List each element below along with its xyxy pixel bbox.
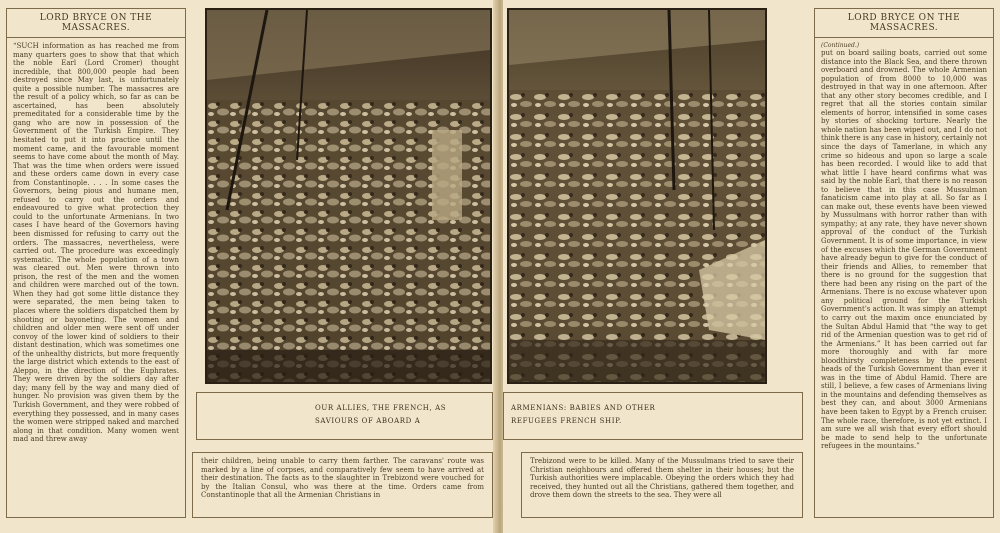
left-page [0,0,497,533]
left-text-column [6,8,186,518]
photo-ship-deck-left [205,8,492,384]
right-photo-caption: ARMENIANS: BABIES AND OTHER REFUGEES FRENCH SHIP. [511,404,656,425]
left-column-body: “SUCH information as has reached me from many quarters goes to show that that which the noble Earl (Lord Cromer) thought incredible, that 800,000 people had been destroyed since May last, is unfortunately quite a possible number. The massacres are the result of a policy which, so far as can be ascertained, has been absolutely premeditated for a considerable time by the gang who are now in possession of the Government of the Turkish Empire. They hesitated to put it into practice until the moment came, and the favourable moment seems to have come about the month of May. That was the time when orders were issued and these orders came down in every case from Constantinople. . . . In some cases the Governors, being pious and humane men, refused to carry out the orders and endeavoured to give what protection they could to the unfortunate Armenians. In two cases I have heard of the Governors having been dismissed for refusing to carry out the orders. The massacres, nevertheless, were carried out. The procedure was exceedingly systematic. The whole population of a town was cleared out. Men were thrown into prison, the rest of the men and the women and children were marched out of the town. When they had got some little distance they were separated, the men being taken to places where the soldiers dispatched them by shooting or bayoneting. The women and children and older men were sent off under convoy of the lower kind of soldiers to their distant destination, which was sometimes one of the unhealthy districts, but more frequently the large district which extends to the east of Aleppo, in the direction of the Euphrates. They were driven by the soldiers day after day; many fell by the way and many died of hunger. No provision was given them by the Turkish Government, and they were robbed of everything they possessed, and in many cases the women were stripped naked and marched along in that condition. Many women went mad and threw away [13,42,179,444]
right-column-body: put on board sailing boats, carried out some distance into the Black Sea, and there thrown overboard and drowned. The whole Armenian population of from 8000 to 10,000 was destroyed in that way in one afternoon. After that any other story becomes credible, and I regret that all the stories contain similar elements of horror, intensified in some cases by stories of shocking torture. Nearly the whole nation has been wiped out, and I do not think there is any case in history, certainly not since the days of Tamerlane, in which any crime so hideous and upon so large a scale has been recorded. I would like to add that what little I have heard confirms what was said by the noble Earl, that there is no reason to believe that in this case Mussulman fanaticism came into play at all. So far as I can make out, these events have been viewed by Mussulmans with horror rather than with sympathy; at any rate, they have never shown approval of the conduct of the Turkish Government. It is of some importance, in view of the excuses which the German Government have already begun to give for the conduct of their friends and Allies, to remember that there is no ground for the suggestion that there had been any rising on the part of the Armenians. There is no excuse whatever upon any political ground for the Turkish Government's action. It was simply an attempt to carry out the maxim once enunciated by the Sultan Abdul Hamid that “the way to get rid of the Armenian question was to get rid of the Armenians.” It has been carried out far more thoroughly and with far more bloodthirsty completeness by the present heads of the Turkish Government than ever it was in the time of Abdul Hamid. There are still, I believe, a few cases of Armenians living in the mountains and defending themselves as best they can, and about 3000 Armenians have been taken to Egypt by a French cruiser. The whole race, therefore, is not yet extinct. I am sure we all wish that every effort should be made to send help to the unfortunate refugees in the mountains.” [821,49,987,451]
right-bottom-text: Trebizond were to be killed. Many of the Mussulmans tried to save their Christian neighbours and offered them shelter in their houses; but the Turkish authorities were implacable. Obeying the orders which they had received, they hunted out all the Christians, gathered them together, and drove them down the streets to the sea. They were all [521,452,803,518]
right-text-column [814,8,994,518]
right-page [503,0,1000,533]
left-photo-caption: OUR ALLIES, THE FRENCH, AS SAVIOURS OF ABOARD A [315,404,447,425]
continued-label: (Continued.) [821,42,860,49]
right-column-title: LORD BRYCE ON THE MASSACRES. [815,13,993,38]
left-column-title: LORD BRYCE ON THE MASSACRES. [7,13,185,38]
photo-ship-deck-right [507,8,767,384]
left-bottom-text: their children, being unable to carry them farther. The caravans' route was marked by a line of corpses, and comparatively few seem to have arrived at their destination. The facts as to the slaughter in Trebizond were vouched for by the Italian Consul, who was there at the time. Orders came from Constantinople that all the Armenian Christians in [192,452,493,518]
